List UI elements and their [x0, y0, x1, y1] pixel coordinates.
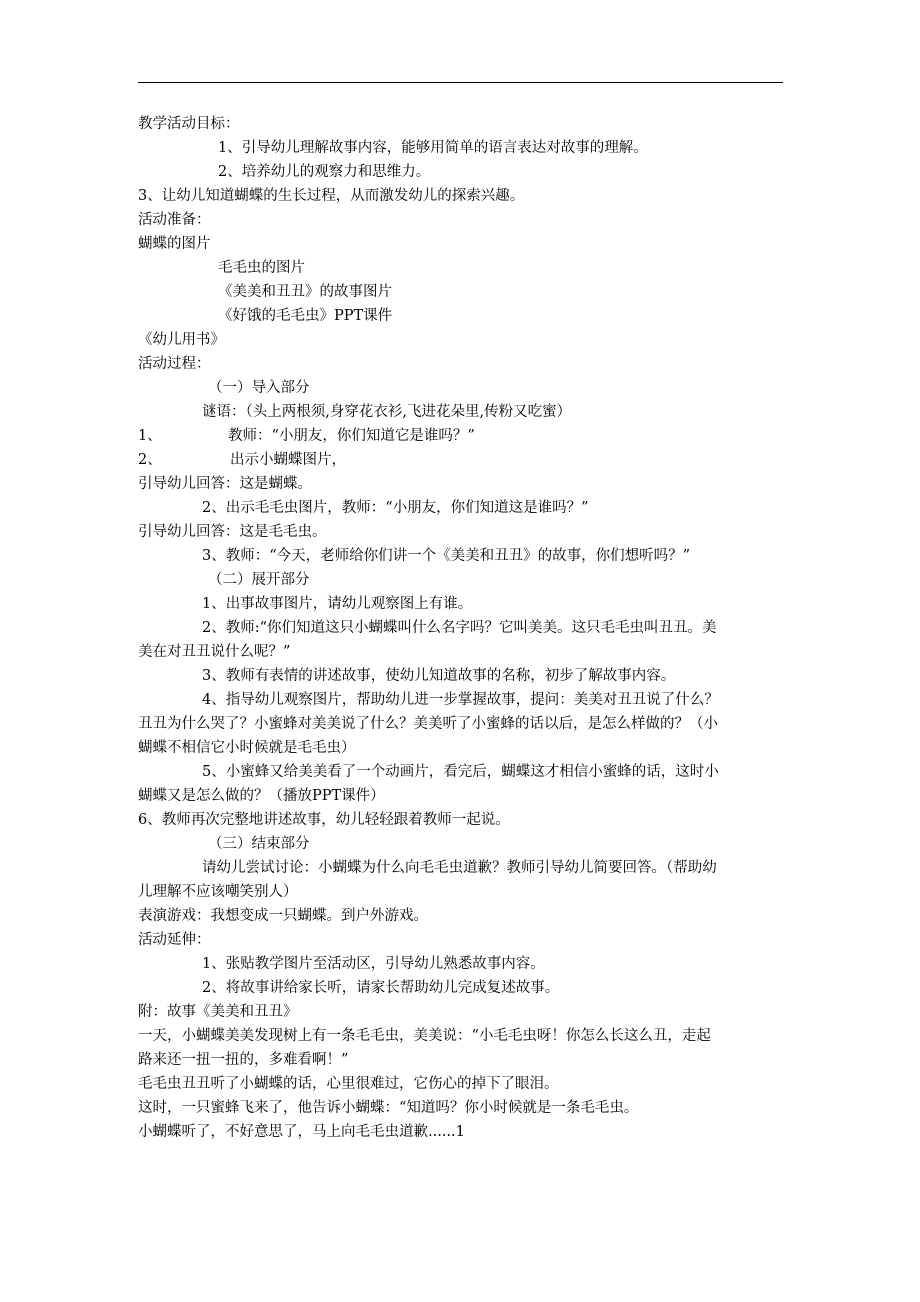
text-line: 5、小蜜蜂又给美美看了一个动画片，看完后，蝴蝶这才相信小蜜蜂的话，这时小: [202, 764, 719, 780]
text-line: 教师：“小朋友，你们知道它是谁吗？”: [228, 428, 475, 444]
text-line: 1、张贴教学图片至活动区，引导幼儿熟悉故事内容。: [202, 956, 545, 972]
text-line: 3、让幼儿知道蝴蝶的生长过程，从而激发幼儿的探索兴趣。: [138, 188, 525, 204]
text-line: 《好饿的毛毛虫》PPT课件: [218, 308, 393, 324]
subsection-heading: （一）导入部分: [208, 380, 310, 396]
text-line: 请幼儿尝试讨论：小蝴蝶为什么向毛毛虫道歉？教师引导幼儿简要回答。（帮助幼: [202, 860, 717, 876]
subsection-heading: （三）结束部分: [208, 836, 310, 852]
text-line: 1、引导幼儿理解故事内容，能够用简单的语言表达对故事的理解。: [218, 140, 648, 156]
text-line: 4、指导幼儿观察图片，帮助幼儿进一步掌握故事，提问：美美对丑丑说了什么？: [202, 692, 719, 708]
section-heading: 活动准备：: [138, 212, 211, 228]
text-line: 6、教师再次完整地讲述故事，幼儿轻轻跟着教师一起说。: [138, 812, 510, 828]
section-heading: 活动过程：: [138, 356, 211, 372]
story-line: 一天，小蝴蝶美美发现树上有一条毛毛虫，美美说：“小毛毛虫呀！你怎么长这么丑，走起: [138, 1028, 711, 1044]
story-line: 这时，一只蜜蜂飞来了，他告诉小蝴蝶：“知道吗？你小时候就是一条毛毛虫。: [138, 1100, 639, 1116]
section-heading: 教学活动目标：: [138, 116, 240, 132]
story-title: 附：故事《美美和丑丑》: [138, 1004, 298, 1020]
text-line: 《美美和丑丑》的故事图片: [218, 284, 392, 300]
text-line: 《幼儿用书》: [138, 332, 225, 348]
text-line: 蝴蝶又是怎么做的？（播放PPT课件）: [138, 788, 385, 804]
text-line: 蝴蝶的图片: [138, 236, 211, 252]
text-line: 蝴蝶不相信它小时候就是毛毛虫）: [138, 740, 356, 756]
section-heading: 活动延伸：: [138, 932, 211, 948]
text-line: 3、教师：“今天，老师给你们讲一个《美美和丑丑》的故事，你们想听吗？”: [202, 548, 691, 564]
text-line: 2、培养幼儿的观察力和思维力。: [218, 164, 431, 180]
list-number: 2、: [138, 452, 162, 468]
story-line: 毛毛虫丑丑听了小蝴蝶的话，心里很难过，它伤心的掉下了眼泪。: [138, 1076, 559, 1092]
text-line: 2、教师:“你们知道这只小蝴蝶叫什么名字吗？它叫美美。这只毛毛虫叫丑丑。美: [202, 620, 717, 636]
text-line: 1、出事故事图片，请幼儿观察图上有谁。: [202, 596, 473, 612]
text-line: 丑丑为什么哭了？小蜜蜂对美美说了什么？美美听了小蜜蜂的话以后，是怎么样做的？（小: [138, 716, 718, 732]
text-line: 2、出示毛毛虫图片，教师：“小朋友，你们知道这是谁吗？”: [202, 500, 589, 516]
text-line: 出示小蝴蝶图片，: [230, 452, 346, 468]
text-line: 毛毛虫的图片: [218, 260, 305, 276]
subsection-heading: （二）展开部分: [208, 572, 310, 588]
text-line: 2、将故事讲给家长听，请家长帮助幼儿完成复述故事。: [202, 980, 560, 996]
text-line: 3、教师有表情的讲述故事，使幼儿知道故事的名称，初步了解故事内容。: [202, 668, 676, 684]
text-line: 引导幼儿回答：这是蝴蝶。: [138, 476, 312, 492]
header-rule: [138, 82, 783, 83]
text-line: 儿理解不应该嘲笑别人）: [138, 884, 298, 900]
text-line: 引导幼儿回答：这是毛毛虫。: [138, 524, 327, 540]
story-line: 小蝴蝶听了，不好意思了，马上向毛毛虫道歉......1: [138, 1124, 465, 1140]
story-line: 路来还一扭一扭的，多难看啊！”: [138, 1052, 349, 1068]
text-line: 表演游戏：我想变成一只蝴蝶。到户外游戏。: [138, 908, 428, 924]
text-line: 美在对丑丑说什么呢？”: [138, 644, 291, 660]
list-number: 1、: [138, 428, 162, 444]
text-line: 谜语：（头上两根须,身穿花衣衫,飞进花朵里,传粉又吃蜜）: [202, 404, 572, 420]
